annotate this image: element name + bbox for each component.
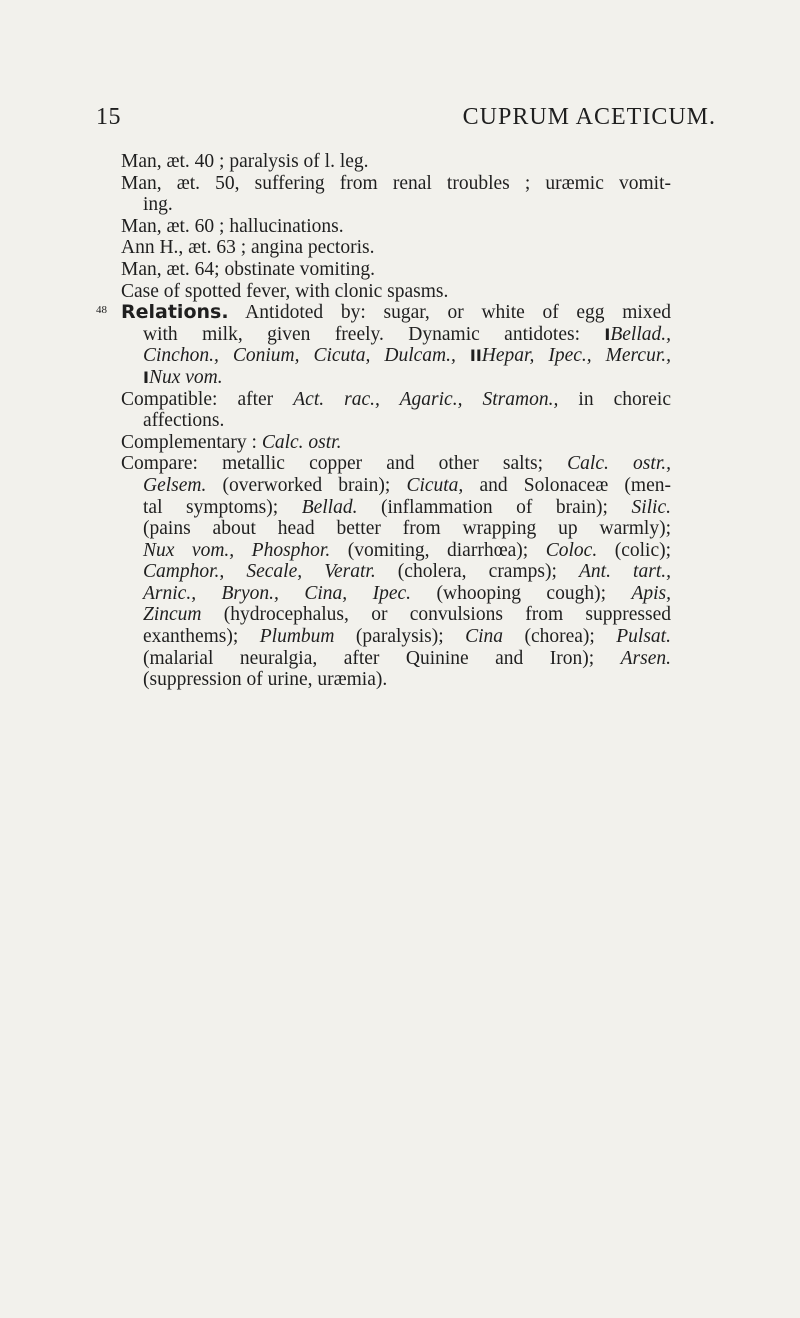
running-title: CUPRUM ACETICUM. bbox=[462, 104, 716, 130]
remedy-name: Zincum bbox=[143, 604, 202, 626]
compare-text: tal symptoms); bbox=[143, 496, 302, 518]
compatible-line: affections. bbox=[143, 410, 225, 432]
grade-mark: II bbox=[469, 346, 482, 366]
remedy-name: Plumbum bbox=[259, 626, 335, 648]
relations-line bbox=[121, 324, 671, 346]
compare-line bbox=[121, 497, 671, 519]
remedy-name: Nux vom., Phosphor. bbox=[143, 539, 331, 561]
remedy-name: Cina bbox=[465, 626, 504, 648]
remedy-name: Hepar, Ipec., Mercur., bbox=[481, 345, 671, 367]
remedy-name: Cicuta, bbox=[406, 474, 464, 496]
remedy-name: Nux vom. bbox=[148, 366, 223, 388]
compare-text: (malarial neuralgia, after Quinine and Iron); bbox=[143, 647, 621, 669]
compare-line bbox=[121, 475, 671, 497]
relations-line bbox=[121, 345, 671, 367]
remedy-name: Coloc. bbox=[545, 539, 598, 561]
compare-text: Compare: metallic copper and other salts; bbox=[121, 453, 568, 475]
compare-line: (pains about head better from wrapping up warmly); bbox=[143, 518, 671, 540]
compatible-text: in choreic bbox=[558, 388, 672, 410]
compare-line bbox=[121, 604, 671, 626]
remedy-name: Calc. ostr., bbox=[567, 453, 671, 475]
compare-text: (chorea); bbox=[503, 626, 617, 648]
remedy-name: Pulsat. bbox=[616, 626, 671, 648]
compare-line bbox=[121, 648, 671, 670]
remedy-name: Camphor., Secale, Veratr. bbox=[143, 561, 376, 583]
compare-text: (hydrocephalus, or convulsions from suppressed bbox=[201, 604, 671, 626]
section-marker: 48 bbox=[96, 304, 107, 317]
page-header bbox=[96, 104, 716, 134]
complementary-line bbox=[121, 432, 671, 454]
compare-text: (paralysis); bbox=[334, 626, 466, 648]
compare-text: exanthems); bbox=[143, 626, 260, 648]
grade-mark: I bbox=[604, 324, 611, 344]
compare-text: (overworked brain); bbox=[206, 474, 407, 496]
text-line: ing. bbox=[143, 194, 173, 216]
compare-text: (cholera, cramps); bbox=[375, 561, 579, 583]
remedy-name: Arnic., Bryon., Cina, Ipec. bbox=[143, 582, 412, 604]
relations-line bbox=[96, 301, 671, 324]
compare-text: and Solonaceæ (men- bbox=[463, 474, 671, 496]
compare-text: (vomiting, diarrhœa); bbox=[330, 539, 546, 561]
compatible-line bbox=[121, 389, 671, 411]
complementary-text: Complementary : bbox=[121, 431, 262, 453]
text-line: Man, æt. 40 ; paralysis of l. leg. bbox=[121, 151, 369, 172]
remedy-name: Calc. ostr. bbox=[261, 431, 342, 453]
relations-line bbox=[121, 367, 671, 389]
remedy-name: Silic. bbox=[631, 496, 671, 518]
compatible-text: Compatible: after bbox=[121, 388, 294, 410]
remedy-name: Cinchon., Conium, Cicuta, Dulcam., bbox=[143, 345, 470, 367]
compare-line: (suppression of urine, uræmia). bbox=[143, 669, 388, 691]
grade-mark: I bbox=[143, 367, 149, 387]
remedy-name: Ant. tart., bbox=[579, 561, 671, 583]
remedy-name: Arsen. bbox=[620, 647, 671, 669]
text-line: Case of spotted fever, with clonic spasms. bbox=[121, 280, 449, 302]
relations-text: Antidoted by: sugar, or white of egg mixed bbox=[228, 302, 671, 324]
compare-line bbox=[121, 583, 671, 605]
relations-heading: Relations. bbox=[121, 301, 229, 324]
compare-text: (colic); bbox=[597, 539, 672, 561]
text-line: Man, æt. 60 ; hallucinations. bbox=[121, 215, 344, 237]
body-text bbox=[96, 151, 672, 691]
text-line: Ann H., æt. 63 ; angina pectoris. bbox=[121, 237, 375, 259]
compare-line bbox=[121, 626, 671, 648]
compare-line bbox=[121, 540, 671, 562]
remedy-name: Bellad. bbox=[301, 496, 358, 518]
remedy-name: Bellad., bbox=[610, 323, 671, 345]
compare-text: (whooping cough); bbox=[411, 582, 632, 604]
relations-text: with milk, given freely. Dynamic antidotes: bbox=[143, 323, 605, 345]
compare-line bbox=[121, 453, 671, 475]
page-number: 15 bbox=[96, 104, 121, 130]
remedy-name: Act. rac., Agaric., Stramon., bbox=[293, 388, 559, 410]
compare-line bbox=[121, 561, 671, 583]
compare-text: (inflammation of brain); bbox=[357, 496, 632, 518]
text-line: Man, æt. 50, suffering from renal troubles ; uræmic vomit- bbox=[121, 172, 671, 194]
remedy-name: Apis, bbox=[631, 582, 671, 604]
remedy-name: Gelsem. bbox=[143, 474, 207, 496]
text-line: Man, æt. 64; obstinate vomiting. bbox=[121, 258, 376, 280]
